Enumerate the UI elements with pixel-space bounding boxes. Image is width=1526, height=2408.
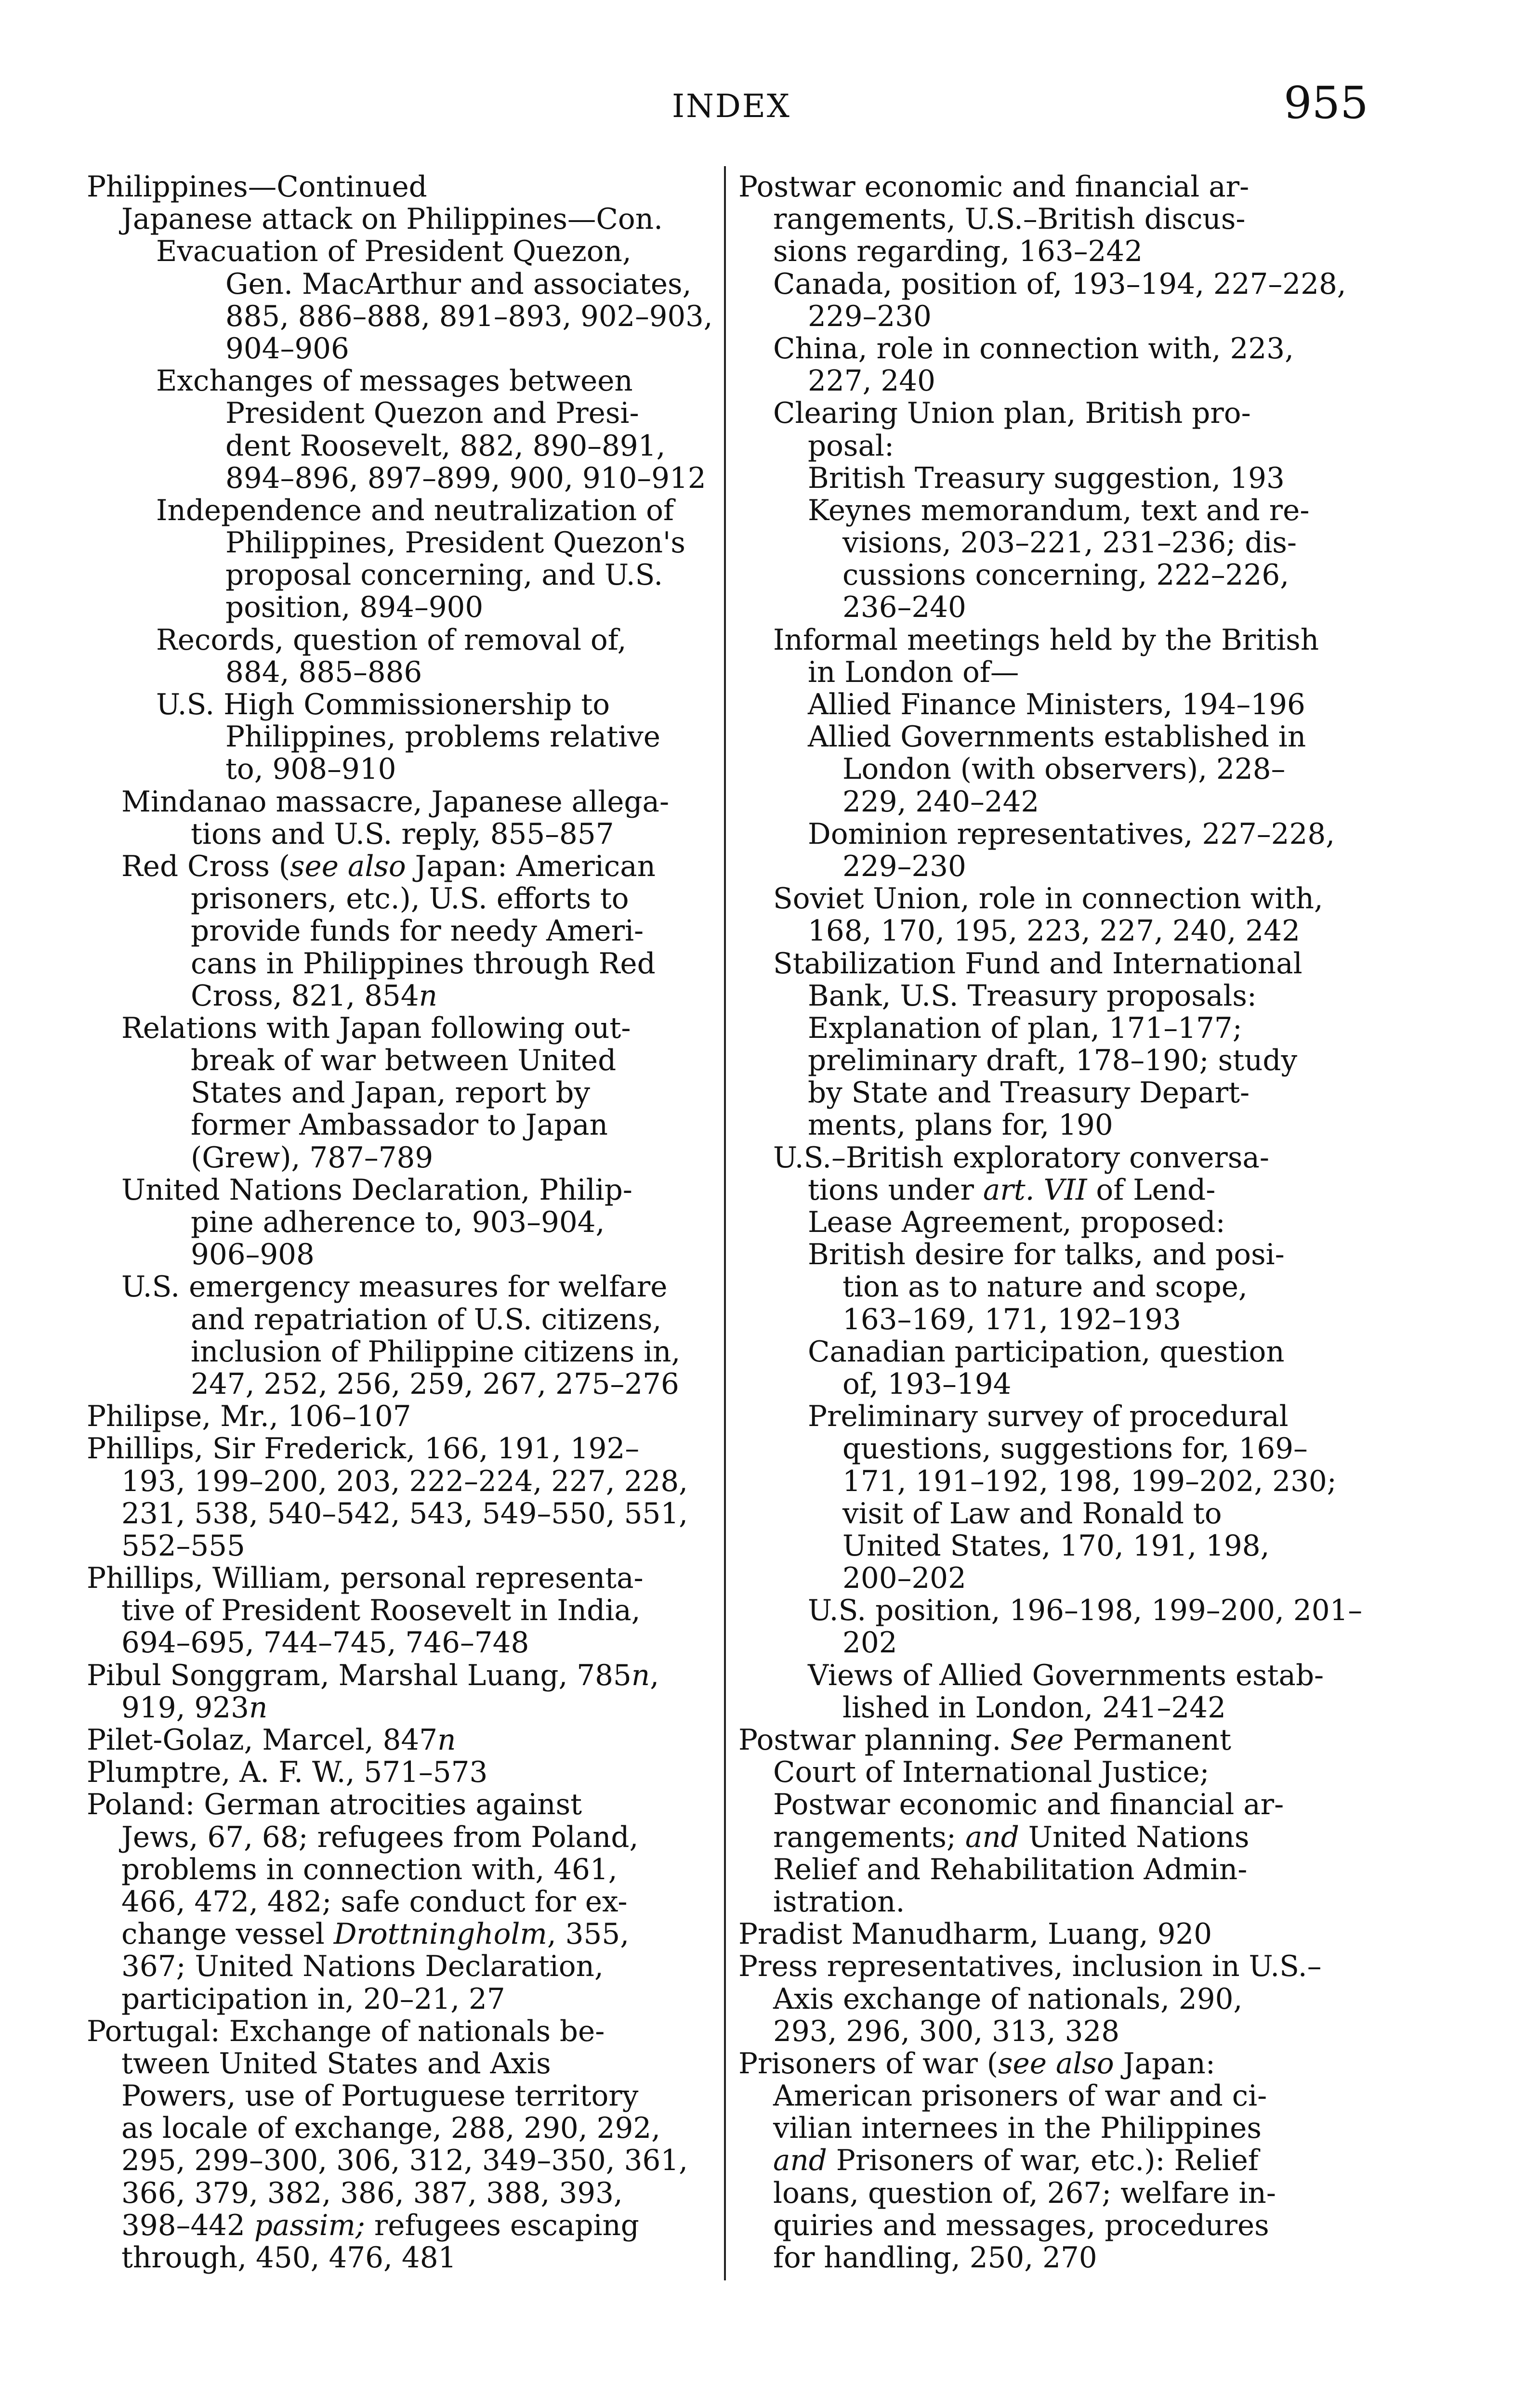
index-line: Japanese attack on Philippines—Con. bbox=[121, 203, 663, 236]
index-line: Axis exchange of nationals, 290, bbox=[773, 1982, 1243, 2016]
index-line: Prisoners of war (see also Japan: bbox=[738, 2047, 1215, 2081]
index-line: 366, 379, 382, 386, 387, 388, 393, bbox=[121, 2176, 623, 2210]
index-line: U.S. position, 196–198, 199–200, 201– bbox=[808, 1594, 1363, 1628]
index-line: 694–695, 744–745, 746–748 bbox=[121, 1626, 529, 1660]
index-line: visions, 203–221, 231–236; dis- bbox=[842, 526, 1297, 560]
index-line: 227, 240 bbox=[808, 365, 935, 398]
index-line: 295, 299–300, 306, 312, 349–350, 361, bbox=[121, 2144, 688, 2178]
index-line: British desire for talks, and posi- bbox=[808, 1238, 1285, 1272]
index-line: British Treasury suggestion, 193 bbox=[808, 461, 1285, 495]
index-line: Preliminary survey of procedural bbox=[808, 1400, 1289, 1434]
index-line: in London of— bbox=[808, 655, 1019, 689]
index-line: to, 908–910 bbox=[225, 753, 396, 786]
index-line: 466, 472, 482; safe conduct for ex- bbox=[121, 1885, 628, 1919]
index-line: Lease Agreement, proposed: bbox=[808, 1206, 1225, 1239]
index-line: Plumptre, A. F. W., 571–573 bbox=[87, 1756, 488, 1790]
index-line: 894–896, 897–899, 900, 910–912 bbox=[225, 461, 706, 495]
index-line: Phillips, William, personal representa- bbox=[87, 1562, 644, 1596]
index-line: 906–908 bbox=[191, 1238, 315, 1272]
index-line: inclusion of Philippine citizens in, bbox=[191, 1335, 681, 1369]
index-line: position, 894–900 bbox=[225, 591, 484, 625]
page-number: 955 bbox=[1284, 77, 1368, 129]
index-line: Philippines, problems relative bbox=[225, 720, 661, 754]
index-line: istration. bbox=[773, 1885, 905, 1919]
index-line: Jews, 67, 68; refugees from Poland, bbox=[121, 1820, 639, 1854]
index-line: by State and Treasury Depart- bbox=[808, 1076, 1250, 1110]
index-line: provide funds for needy Ameri- bbox=[191, 915, 644, 948]
index-line: Independence and neutralization of bbox=[156, 494, 674, 527]
index-line: Relations with Japan following out- bbox=[121, 1011, 631, 1045]
index-line: Keynes memorandum, text and re- bbox=[808, 494, 1310, 527]
index-line: Pibul Songgram, Marshal Luang, 785n, bbox=[87, 1659, 659, 1692]
index-line: Dominion representatives, 227–228, bbox=[808, 817, 1335, 851]
index-line: tions and U.S. reply, 855–857 bbox=[191, 817, 614, 851]
running-head: INDEX bbox=[672, 88, 791, 125]
index-line: U.S.–British exploratory conversa- bbox=[773, 1141, 1269, 1175]
index-line: ments, plans for, 190 bbox=[808, 1109, 1113, 1142]
column-divider bbox=[724, 166, 726, 2280]
index-line: 293, 296, 300, 313, 328 bbox=[773, 2015, 1120, 2048]
index-line: 398–442 passim; refugees escaping bbox=[121, 2209, 639, 2242]
index-line: dent Roosevelt, 882, 890–891, bbox=[225, 429, 666, 463]
index-line: proposal concerning, and U.S. bbox=[225, 559, 663, 592]
index-line: Soviet Union, role in connection with, bbox=[773, 882, 1323, 916]
index-line: former Ambassador to Japan bbox=[191, 1109, 608, 1142]
index-line: Evacuation of President Quezon, bbox=[156, 235, 631, 269]
index-line: Powers, use of Portuguese territory bbox=[121, 2080, 639, 2113]
index-line: tween United States and Axis bbox=[121, 2047, 551, 2081]
index-line: 193, 199–200, 203, 222–224, 227, 228, bbox=[121, 1465, 688, 1498]
index-line: 163–169, 171, 192–193 bbox=[842, 1303, 1181, 1336]
index-line: 202 bbox=[842, 1626, 897, 1660]
index-line: lished in London, 241–242 bbox=[842, 1691, 1226, 1725]
index-line: visit of Law and Ronald to bbox=[842, 1497, 1222, 1531]
index-line: Philippines, President Quezon's bbox=[225, 526, 685, 560]
index-line: Relief and Rehabilitation Admin- bbox=[773, 1853, 1248, 1886]
index-line: Cross, 821, 854n bbox=[191, 979, 437, 1013]
index-line: questions, suggestions for, 169– bbox=[842, 1432, 1308, 1466]
index-column-right bbox=[738, 171, 1365, 2274]
index-line: 919, 923n bbox=[121, 1691, 268, 1725]
index-line: of, 193–194 bbox=[842, 1367, 1012, 1401]
index-line: and repatriation of U.S. citizens, bbox=[191, 1303, 662, 1336]
index-line: 171, 191–192, 198, 199–202, 230; bbox=[842, 1465, 1337, 1498]
index-line: Stabilization Fund and International bbox=[773, 947, 1302, 981]
index-line: London (with observers), 228– bbox=[842, 753, 1286, 786]
index-line: Philipse, Mr., 106–107 bbox=[87, 1400, 411, 1434]
index-line: Poland: German atrocities against bbox=[87, 1788, 582, 1822]
index-line: Postwar economic and financial ar- bbox=[738, 170, 1250, 204]
index-line: 231, 538, 540–542, 543, 549–550, 551, bbox=[121, 1497, 688, 1531]
index-line: Phillips, Sir Frederick, 166, 191, 192– bbox=[87, 1432, 640, 1466]
index-line: 367; United Nations Declaration, bbox=[121, 1950, 604, 1984]
index-line: Press representatives, inclusion in U.S.– bbox=[738, 1950, 1322, 1984]
index-line: Pradist Manudharm, Luang, 920 bbox=[738, 1918, 1212, 1951]
index-line: as locale of exchange, 288, 290, 292, bbox=[121, 2112, 661, 2146]
index-line: Canada, position of, 193–194, 227–228, bbox=[773, 267, 1346, 301]
index-line: participation in, 20–21, 27 bbox=[121, 1982, 505, 2016]
index-line: 236–240 bbox=[842, 591, 966, 625]
index-line: Portugal: Exchange of nationals be- bbox=[87, 2015, 605, 2048]
index-line: Views of Allied Governments estab- bbox=[808, 1659, 1324, 1692]
index-line: quiries and messages, procedures bbox=[773, 2209, 1269, 2242]
index-line: and Prisoners of war, etc.): Relief bbox=[773, 2144, 1259, 2178]
index-line: Clearing Union plan, British pro- bbox=[773, 397, 1251, 431]
index-line: China, role in connection with, 223, bbox=[773, 332, 1294, 366]
index-line: U.S. emergency measures for welfare bbox=[121, 1270, 668, 1304]
index-line: tion as to nature and scope, bbox=[842, 1270, 1248, 1304]
index-line: American prisoners of war and ci- bbox=[773, 2080, 1267, 2113]
index-line: 229, 240–242 bbox=[842, 785, 1039, 819]
index-line: cans in Philippines through Red bbox=[191, 947, 656, 981]
index-line: President Quezon and Presi- bbox=[225, 397, 639, 431]
index-line: Postwar economic and financial ar- bbox=[773, 1788, 1284, 1822]
index-line: Canadian participation, question bbox=[808, 1335, 1285, 1369]
index-line: Mindanao massacre, Japanese allega- bbox=[121, 785, 670, 819]
index-line: posal: bbox=[808, 429, 894, 463]
index-line: Pilet-Golaz, Marcel, 847n bbox=[87, 1724, 456, 1757]
index-line: through, 450, 476, 481 bbox=[121, 2241, 457, 2275]
index-line: rangements, U.S.–British discus- bbox=[773, 203, 1246, 236]
index-line: (Grew), 787–789 bbox=[191, 1141, 434, 1175]
index-line: vilian internees in the Philippines bbox=[773, 2112, 1262, 2146]
index-line: preliminary draft, 178–190; study bbox=[808, 1044, 1298, 1078]
index-line: change vessel Drottningholm, 355, bbox=[121, 1918, 630, 1951]
index-line: Bank, U.S. Treasury proposals: bbox=[808, 979, 1257, 1013]
index-line: 552–555 bbox=[121, 1529, 245, 1563]
index-line: States and Japan, report by bbox=[191, 1076, 591, 1110]
index-line: 904–906 bbox=[225, 332, 349, 366]
index-line: Records, question of removal of, bbox=[156, 623, 627, 657]
index-line: Allied Finance Ministers, 194–196 bbox=[808, 688, 1305, 721]
index-line: Postwar planning. See Permanent bbox=[738, 1724, 1231, 1757]
index-line: 200–202 bbox=[842, 1562, 966, 1596]
index-line: 168, 170, 195, 223, 227, 240, 242 bbox=[808, 915, 1300, 948]
index-line: Informal meetings held by the British bbox=[773, 623, 1319, 657]
index-line: 247, 252, 256, 259, 267, 275–276 bbox=[191, 1367, 679, 1401]
page-header bbox=[0, 77, 1526, 130]
index-line: problems in connection with, 461, bbox=[121, 1853, 618, 1886]
index-line: 885, 886–888, 891–893, 902–903, bbox=[225, 300, 713, 333]
index-line: Exchanges of messages between bbox=[156, 365, 633, 398]
index-line: 229–230 bbox=[842, 850, 966, 883]
index-line: Explanation of plan, 171–177; bbox=[808, 1011, 1242, 1045]
index-line: rangements; and United Nations bbox=[773, 1820, 1250, 1854]
index-line: Philippines—Continued bbox=[87, 170, 427, 204]
index-line: Court of International Justice; bbox=[773, 1756, 1210, 1790]
index-column-left bbox=[87, 171, 713, 2274]
index-line: Red Cross (see also Japan: American bbox=[121, 850, 656, 883]
index-line: tive of President Roosevelt in India, bbox=[121, 1594, 641, 1628]
index-line: Allied Governments established in bbox=[808, 720, 1306, 754]
index-line: for handling, 250, 270 bbox=[773, 2241, 1097, 2275]
index-line: Gen. MacArthur and associates, bbox=[225, 267, 692, 301]
index-line: prisoners, etc.), U.S. efforts to bbox=[191, 882, 629, 916]
index-line: 229–230 bbox=[808, 300, 932, 333]
index-line: pine adherence to, 903–904, bbox=[191, 1206, 605, 1239]
index-line: cussions concerning, 222–226, bbox=[842, 559, 1289, 592]
index-line: United Nations Declaration, Philip- bbox=[121, 1173, 632, 1207]
index-line: United States, 170, 191, 198, bbox=[842, 1529, 1270, 1563]
index-line: loans, question of, 267; welfare in- bbox=[773, 2176, 1276, 2210]
index-line: U.S. High Commissionership to bbox=[156, 688, 610, 721]
index-line: tions under art. VII of Lend- bbox=[808, 1173, 1216, 1207]
index-line: break of war between United bbox=[191, 1044, 617, 1078]
index-line: sions regarding, 163–242 bbox=[773, 235, 1143, 269]
index-line: 884, 885–886 bbox=[225, 655, 422, 689]
